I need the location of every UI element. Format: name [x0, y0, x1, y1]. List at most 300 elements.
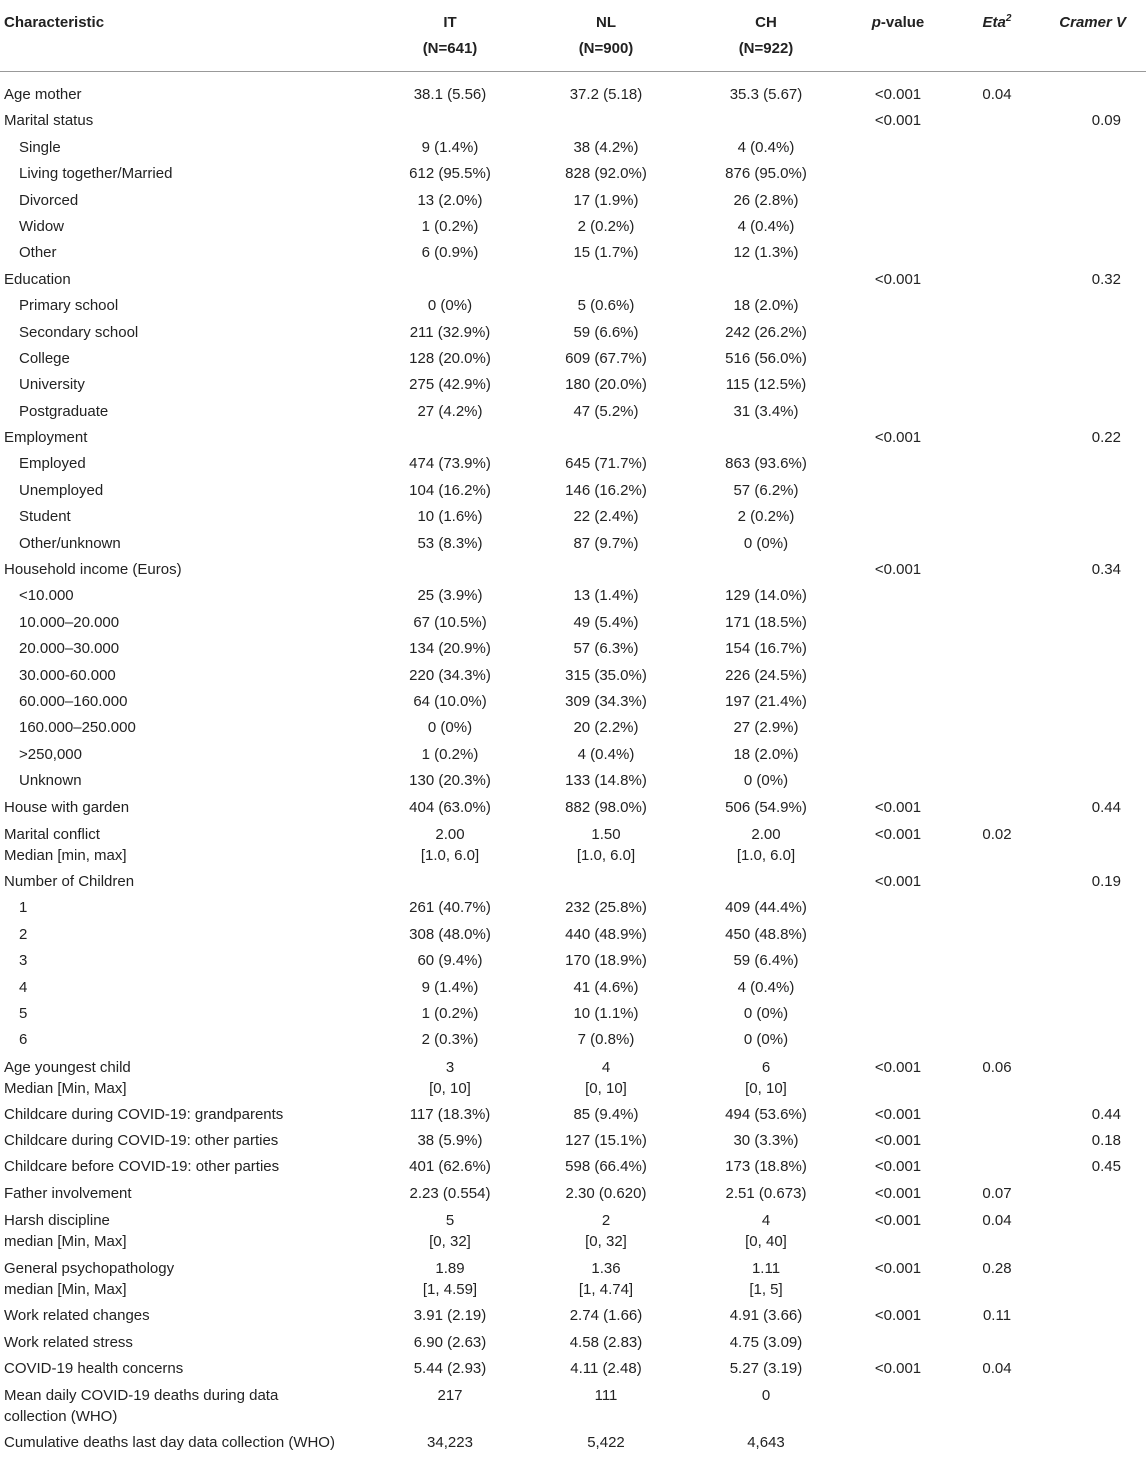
- header-eta-sup: 2: [1005, 13, 1012, 24]
- cell-characteristic-line2: median [Min, Max]: [4, 1281, 127, 1299]
- table-row: [0, 1382, 1146, 1430]
- cell-nl: 146 (16.2%): [565, 481, 647, 499]
- cell-characteristic: [4, 1382, 278, 1427]
- cell-p-value-line1: <0.001: [874, 825, 922, 843]
- table-row: [0, 188, 1146, 214]
- cell-p-value: <0.001: [874, 112, 922, 130]
- cell-characteristic-line1: Harsh discipline: [4, 1212, 110, 1230]
- table-row: [0, 478, 1146, 504]
- cell-nl: 10 (1.1%): [573, 1004, 639, 1022]
- cell-it: 67 (10.5%): [413, 613, 487, 631]
- cell-characteristic: Divorced: [19, 191, 79, 209]
- cell-nl: 59 (6.6%): [573, 323, 639, 341]
- cell-ch: 115 (12.5%): [725, 376, 807, 394]
- cell-characteristic: COVID-19 health concerns: [4, 1360, 184, 1378]
- cell-nl: [516, 1382, 696, 1406]
- cell-ch: 863 (93.6%): [725, 455, 807, 473]
- cell-eta: [972, 1382, 1022, 1385]
- cell-ch: 59 (6.4%): [733, 952, 799, 970]
- cell-ch: 0 (0%): [743, 534, 789, 552]
- cell-ch: 154 (16.7%): [725, 640, 807, 658]
- cell-nl-line1: 1.50: [591, 825, 621, 843]
- cell-p-value-line1: <0.001: [874, 1212, 922, 1230]
- cell-nl-line1: 111: [594, 1387, 618, 1405]
- cell-nl: 180 (20.0%): [565, 376, 647, 394]
- cell-ch: 4.91 (3.66): [729, 1307, 803, 1325]
- cell-p-value: <0.001: [874, 86, 922, 103]
- table-row: [0, 869, 1146, 895]
- cell-nl: 22 (2.4%): [573, 508, 639, 526]
- cell-it: 261 (40.7%): [409, 899, 491, 917]
- cell-characteristic: >250,000: [19, 745, 82, 763]
- cell-p-value-line1: <0.001: [874, 1058, 922, 1076]
- cell-it: 53 (8.3%): [417, 534, 483, 552]
- cell-it: 25 (3.9%): [417, 587, 483, 605]
- cell-p-value: [852, 1255, 944, 1279]
- cell-characteristic: 10.000–20.000: [19, 613, 120, 631]
- cell-ch: 4.75 (3.09): [729, 1333, 803, 1351]
- cell-it: 404 (63.0%): [409, 798, 491, 816]
- cell-cramer-v: 0.18: [1091, 1132, 1121, 1150]
- cell-cramer-v: [1060, 821, 1121, 824]
- cell-characteristic: 30.000-60.000: [19, 666, 116, 684]
- cell-characteristic: Childcare before COVID-19: other parties: [4, 1158, 280, 1176]
- cell-it: 60 (9.4%): [417, 952, 483, 970]
- cell-nl: 170 (18.9%): [565, 952, 647, 970]
- table-row: [0, 240, 1146, 266]
- cell-it: 1 (0.2%): [421, 217, 479, 235]
- cell-characteristic: Age mother: [4, 86, 82, 103]
- cell-characteristic: Number of Children: [4, 872, 135, 890]
- cell-nl: 85 (9.4%): [573, 1105, 639, 1123]
- cell-nl-line2: [1.0, 6.0]: [576, 846, 636, 864]
- cell-cramer-v: 0.45: [1091, 1158, 1121, 1176]
- cell-it-line2: [1.0, 6.0]: [420, 846, 480, 864]
- cell-ch: 173 (18.8%): [725, 1158, 807, 1176]
- cell-ch: 4,643: [747, 1434, 785, 1452]
- cell-nl: 4.11 (2.48): [570, 1360, 642, 1378]
- cell-ch-line2: [1.0, 6.0]: [736, 846, 796, 864]
- cell-ch: 129 (14.0%): [725, 587, 807, 605]
- cell-characteristic: Other: [19, 244, 57, 262]
- cell-ch: 31 (3.4%): [733, 402, 799, 420]
- cell-characteristic: 5: [19, 1004, 28, 1022]
- cell-nl-line2: [0, 10]: [585, 1079, 627, 1097]
- cell-characteristic: Cumulative deaths last day data collection (WHO): [4, 1434, 335, 1452]
- table-row: [0, 1154, 1146, 1180]
- cell-it: 6.90 (2.63): [413, 1333, 487, 1351]
- cell-ch-line1: 2.00: [751, 825, 781, 843]
- cell-it: 2 (0.3%): [421, 1031, 479, 1049]
- cell-characteristic: [4, 1255, 174, 1300]
- cell-ch: 226 (24.5%): [725, 666, 807, 684]
- cell-nl-line1: 4: [601, 1058, 611, 1076]
- table-row: [0, 1430, 1146, 1456]
- table-row: [0, 663, 1146, 689]
- cell-eta: 0.11: [982, 1307, 1012, 1325]
- cell-characteristic: 20.000–30.000: [19, 640, 120, 658]
- cell-p-value: <0.001: [874, 1158, 922, 1176]
- cell-it: [360, 1207, 540, 1252]
- cell-it-line1: 1.89: [435, 1260, 465, 1278]
- cell-eta: [972, 1207, 1022, 1231]
- cell-ch: [676, 1255, 856, 1300]
- cell-characteristic: 4: [19, 978, 28, 996]
- cell-eta-line1: 0.06: [982, 1058, 1012, 1076]
- cell-characteristic: University: [19, 376, 85, 394]
- cell-it: 64 (10.0%): [413, 692, 487, 710]
- cell-nl: 2.30 (0.620): [565, 1184, 647, 1202]
- table-row: [0, 610, 1146, 636]
- cell-ch: 0 (0%): [743, 1004, 789, 1022]
- cell-nl: 2.74 (1.66): [569, 1307, 643, 1325]
- table-row: [0, 372, 1146, 398]
- cell-characteristic: Employment: [4, 429, 88, 447]
- cell-eta-line1: 0.04: [982, 1212, 1012, 1230]
- cell-nl: 41 (4.6%): [573, 978, 639, 996]
- cell-ch: 409 (44.4%): [725, 899, 807, 917]
- cell-it-line1: 3: [445, 1058, 455, 1076]
- header-nl-label: NL: [596, 14, 616, 31]
- table-row: [0, 504, 1146, 530]
- header-p-italic: p: [871, 14, 881, 31]
- cell-nl: 37.2 (5.18): [569, 86, 643, 103]
- table-row: [0, 795, 1146, 821]
- cell-it-line1: 217: [437, 1387, 463, 1405]
- cell-it: 9 (1.4%): [421, 978, 479, 996]
- cell-cramer-v: 0.34: [1091, 561, 1121, 579]
- cell-ch: 506 (54.9%): [725, 798, 807, 816]
- table-body: [0, 82, 1146, 1457]
- cell-ch-line2: [0, 10]: [745, 1079, 787, 1097]
- cell-characteristic: [4, 821, 127, 866]
- cell-nl: 47 (5.2%): [573, 402, 639, 420]
- header-eta-label: Eta: [982, 14, 1006, 31]
- cell-p-value: <0.001: [874, 1360, 922, 1378]
- cell-characteristic: 60.000–160.000: [19, 692, 128, 710]
- cell-characteristic: Childcare during COVID-19: other parties: [4, 1132, 279, 1150]
- cell-characteristic: Unknown: [19, 772, 82, 790]
- cell-ch: 5.27 (3.19): [729, 1360, 803, 1378]
- header-ch-label: CH: [755, 14, 777, 31]
- cell-it: 612 (95.5%): [409, 165, 491, 183]
- cell-p-value: [852, 821, 944, 845]
- cell-characteristic: [4, 1054, 131, 1099]
- cell-nl: 7 (0.8%): [577, 1031, 635, 1049]
- header-nl-n: (N=900): [578, 40, 634, 57]
- table-row: [0, 1128, 1146, 1154]
- cell-characteristic: Father involvement: [4, 1184, 132, 1202]
- header-spacer: [0, 72, 1146, 82]
- table-row: [0, 320, 1146, 346]
- cell-characteristic: Household income (Euros): [4, 561, 182, 579]
- cell-nl: 38 (4.2%): [573, 138, 639, 156]
- cell-ch: 516 (56.0%): [725, 349, 807, 367]
- cell-characteristic: Postgraduate: [19, 402, 109, 420]
- table-row: [0, 975, 1146, 1001]
- cell-characteristic: 160.000–250.000: [19, 719, 136, 737]
- table-row: [0, 948, 1146, 974]
- cell-ch: [676, 1207, 856, 1252]
- cell-p-value: <0.001: [874, 1307, 922, 1325]
- cell-characteristic: 1: [19, 899, 28, 917]
- cell-nl: 20 (2.2%): [573, 719, 639, 737]
- cell-it: 308 (48.0%): [409, 925, 491, 943]
- table-row: [0, 636, 1146, 662]
- cell-it: [360, 1382, 540, 1406]
- cell-it: 104 (16.2%): [409, 481, 491, 499]
- cell-nl: [516, 1255, 696, 1300]
- cell-it-line1: 5: [445, 1212, 455, 1230]
- cell-characteristic-line2: Median [min, max]: [4, 846, 127, 864]
- cell-ch: 242 (26.2%): [725, 323, 807, 341]
- cell-characteristic: <10.000: [19, 587, 74, 605]
- cell-it: 34,223: [427, 1434, 473, 1452]
- cell-ch: 27 (2.9%): [733, 719, 799, 737]
- table-row: [0, 821, 1146, 869]
- cell-nl: 15 (1.7%): [573, 244, 639, 262]
- cell-ch: 26 (2.8%): [733, 191, 799, 209]
- cell-characteristic: Unemployed: [19, 481, 104, 499]
- cell-characteristic: Primary school: [19, 297, 119, 315]
- table-row: [0, 451, 1146, 477]
- table-header: [0, 0, 1146, 72]
- cell-characteristic: Education: [4, 270, 71, 288]
- cell-cramer-v: 0.44: [1091, 1105, 1121, 1123]
- table-row: [0, 768, 1146, 794]
- cell-nl: 87 (9.7%): [573, 534, 639, 552]
- cell-it: 211 (32.9%): [409, 323, 491, 341]
- cell-it: [360, 1255, 540, 1300]
- table-row: [0, 1001, 1146, 1027]
- table-row: [0, 161, 1146, 187]
- cell-eta: 0.07: [982, 1184, 1012, 1202]
- table-row: [0, 1303, 1146, 1329]
- cell-eta: 0.04: [982, 86, 1012, 103]
- cell-p-value: [852, 1382, 944, 1385]
- cell-nl: 4 (0.4%): [577, 745, 635, 763]
- cell-cramer-v: [1060, 1382, 1121, 1385]
- header-cramer-v: Cramer V: [1059, 14, 1126, 31]
- cell-it: 13 (2.0%): [417, 191, 483, 209]
- table-row: [0, 895, 1146, 921]
- cell-eta-line1: 0.28: [982, 1260, 1012, 1278]
- table-row: [0, 1054, 1146, 1102]
- cell-characteristic: Student: [19, 508, 71, 526]
- cell-p-value: <0.001: [874, 561, 922, 579]
- cell-p-value: <0.001: [874, 1132, 922, 1150]
- cell-characteristic: 3: [19, 952, 28, 970]
- cell-cramer-v: 0.22: [1091, 429, 1121, 447]
- cell-p-value: <0.001: [874, 798, 922, 816]
- cell-it: 474 (73.9%): [409, 455, 491, 473]
- cell-nl: 133 (14.8%): [565, 772, 647, 790]
- cell-characteristic-line1: Age youngest child: [4, 1058, 131, 1076]
- cell-it: 0 (0%): [427, 719, 473, 737]
- cell-it: 6 (0.9%): [421, 244, 479, 262]
- cell-cramer-v: 0.19: [1091, 872, 1121, 890]
- cell-characteristic-line2: Median [Min, Max]: [4, 1079, 127, 1097]
- cell-it: 0 (0%): [427, 297, 473, 315]
- cell-p-value: [852, 1207, 944, 1231]
- header-eta: [972, 10, 1022, 36]
- header-ch: [676, 10, 856, 62]
- cell-ch: 4 (0.4%): [737, 217, 795, 235]
- cell-cramer-v: 0.44: [1091, 798, 1121, 816]
- cell-it: 2.23 (0.554): [409, 1184, 491, 1202]
- cell-ch-line2: [0, 40]: [745, 1233, 787, 1251]
- cell-it: 401 (62.6%): [409, 1158, 491, 1176]
- table-row: [0, 1102, 1146, 1128]
- table-row: [0, 214, 1146, 240]
- cell-eta-line1: 0.02: [982, 825, 1012, 843]
- cell-nl-line1: 2: [601, 1212, 611, 1230]
- table-row: [0, 267, 1146, 293]
- cell-ch: [676, 1054, 856, 1099]
- cell-ch-line1: 1.11: [751, 1260, 781, 1278]
- cell-p-value: <0.001: [874, 429, 922, 447]
- table-row: [0, 293, 1146, 319]
- cell-p-value: <0.001: [874, 1184, 922, 1202]
- cell-characteristic: Childcare during COVID-19: grandparents: [4, 1105, 284, 1123]
- cell-ch: 4 (0.4%): [737, 138, 795, 156]
- cell-ch: 197 (21.4%): [725, 692, 807, 710]
- cell-it: 38.1 (5.56): [413, 86, 487, 103]
- cell-ch: 35.3 (5.67): [729, 86, 803, 103]
- cell-cramer-v: 0.09: [1091, 112, 1121, 130]
- cell-characteristic: House with garden: [4, 798, 130, 816]
- cell-it: 130 (20.3%): [409, 772, 491, 790]
- table-row: [0, 1255, 1146, 1303]
- cell-p-value: <0.001: [874, 1105, 922, 1123]
- table-row: [0, 715, 1146, 741]
- cell-it-line1: 2.00: [435, 825, 465, 843]
- cell-characteristic-line1: Marital conflict: [4, 825, 100, 843]
- cell-ch: [676, 821, 856, 866]
- cell-it: [360, 821, 540, 866]
- cell-characteristic-line2: median [Min, Max]: [4, 1233, 127, 1251]
- header-it-label: IT: [443, 14, 457, 31]
- header-it: [360, 10, 540, 62]
- cell-ch: 4 (0.4%): [737, 978, 795, 996]
- cell-ch: 12 (1.3%): [733, 244, 799, 262]
- cell-characteristic-line1: General psychopathology: [4, 1260, 175, 1278]
- cell-cramer-v: [1060, 1207, 1121, 1210]
- cell-characteristic: [4, 1207, 127, 1252]
- cell-ch: 2 (0.2%): [737, 508, 795, 526]
- cell-nl: 17 (1.9%): [573, 191, 639, 209]
- header-ch-n: (N=922): [738, 40, 794, 57]
- cell-nl: 13 (1.4%): [573, 587, 639, 605]
- table-row: [0, 1207, 1146, 1255]
- cell-ch-line1: 4: [761, 1212, 771, 1230]
- table-row: [0, 399, 1146, 425]
- table-row: [0, 742, 1146, 768]
- cell-nl-line2: [0, 32]: [585, 1233, 627, 1251]
- cell-characteristic: Work related changes: [4, 1307, 150, 1325]
- cell-ch: [676, 1382, 856, 1406]
- cell-nl: 127 (15.1%): [565, 1132, 647, 1150]
- cell-eta: [972, 1054, 1022, 1078]
- cell-it: 128 (20.0%): [409, 349, 491, 367]
- table-row: [0, 583, 1146, 609]
- table-row: [0, 108, 1146, 134]
- cell-it: 1 (0.2%): [421, 745, 479, 763]
- cell-p-value: [852, 1054, 944, 1078]
- table-row: [0, 1027, 1146, 1053]
- cell-it: 220 (34.3%): [409, 666, 491, 684]
- cell-characteristic: Single: [19, 138, 61, 156]
- cell-characteristic: College: [19, 349, 70, 367]
- cell-it: 1 (0.2%): [421, 1004, 479, 1022]
- header-characteristic: Characteristic: [4, 14, 105, 31]
- cell-ch-line1: 6: [761, 1058, 771, 1076]
- cell-cramer-v: [1060, 1255, 1121, 1258]
- cell-ch: 30 (3.3%): [733, 1132, 799, 1150]
- header-nl: [516, 10, 696, 62]
- cell-characteristic: 6: [19, 1031, 28, 1049]
- table-row: [0, 1181, 1146, 1207]
- cell-ch: 0 (0%): [743, 1031, 789, 1049]
- cell-nl: 440 (48.9%): [565, 925, 647, 943]
- cell-ch: 494 (53.6%): [725, 1105, 807, 1123]
- header-p-value: [852, 10, 944, 36]
- cell-characteristic: Marital status: [4, 112, 94, 130]
- cell-nl: 598 (66.4%): [565, 1158, 647, 1176]
- cell-characteristic: Widow: [19, 217, 65, 235]
- cell-ch: 450 (48.8%): [725, 925, 807, 943]
- cell-characteristic: 2: [19, 925, 28, 943]
- cell-eta: [972, 821, 1022, 845]
- cell-nl: 882 (98.0%): [565, 798, 647, 816]
- table-row: [0, 531, 1146, 557]
- cell-nl-line2: [1, 4.74]: [578, 1281, 634, 1299]
- cell-characteristic: Work related stress: [4, 1333, 133, 1351]
- cell-ch: 18 (2.0%): [733, 297, 799, 315]
- table-row: [0, 135, 1146, 161]
- cell-it-line2: [1, 4.59]: [422, 1281, 478, 1299]
- cell-it: 5.44 (2.93): [413, 1360, 487, 1378]
- table-row: [0, 346, 1146, 372]
- cell-nl: 309 (34.3%): [565, 692, 647, 710]
- cell-nl: 5 (0.6%): [577, 297, 635, 315]
- cell-characteristic: Employed: [19, 455, 86, 473]
- cell-it: 275 (42.9%): [409, 376, 491, 394]
- cell-nl: 2 (0.2%): [577, 217, 635, 235]
- cell-characteristic-line1: Mean daily COVID-19 deaths during data: [4, 1387, 279, 1405]
- cell-characteristic: Living together/Married: [19, 165, 173, 183]
- cell-it: 3.91 (2.19): [413, 1307, 487, 1325]
- cell-ch: 2.51 (0.673): [725, 1184, 807, 1202]
- cell-ch: 18 (2.0%): [733, 745, 799, 763]
- cell-nl: [516, 821, 696, 866]
- header-p-rest: -value: [880, 14, 925, 31]
- cell-nl: 645 (71.7%): [565, 455, 647, 473]
- cell-it: 38 (5.9%): [417, 1132, 483, 1150]
- cell-nl: 49 (5.4%): [573, 613, 639, 631]
- cell-p-value: <0.001: [874, 872, 922, 890]
- table-row: [0, 922, 1146, 948]
- cell-it: 10 (1.6%): [417, 508, 483, 526]
- cell-ch: 876 (95.0%): [725, 165, 807, 183]
- table-row: [0, 1356, 1146, 1382]
- cell-characteristic: Secondary school: [19, 323, 139, 341]
- cell-characteristic: Other/unknown: [19, 534, 121, 552]
- cell-characteristic-line2: collection (WHO): [4, 1408, 118, 1426]
- header-it-n: (N=641): [422, 40, 478, 57]
- cell-cramer-v: [1060, 1054, 1121, 1057]
- cell-cramer-v: 0.32: [1091, 270, 1121, 288]
